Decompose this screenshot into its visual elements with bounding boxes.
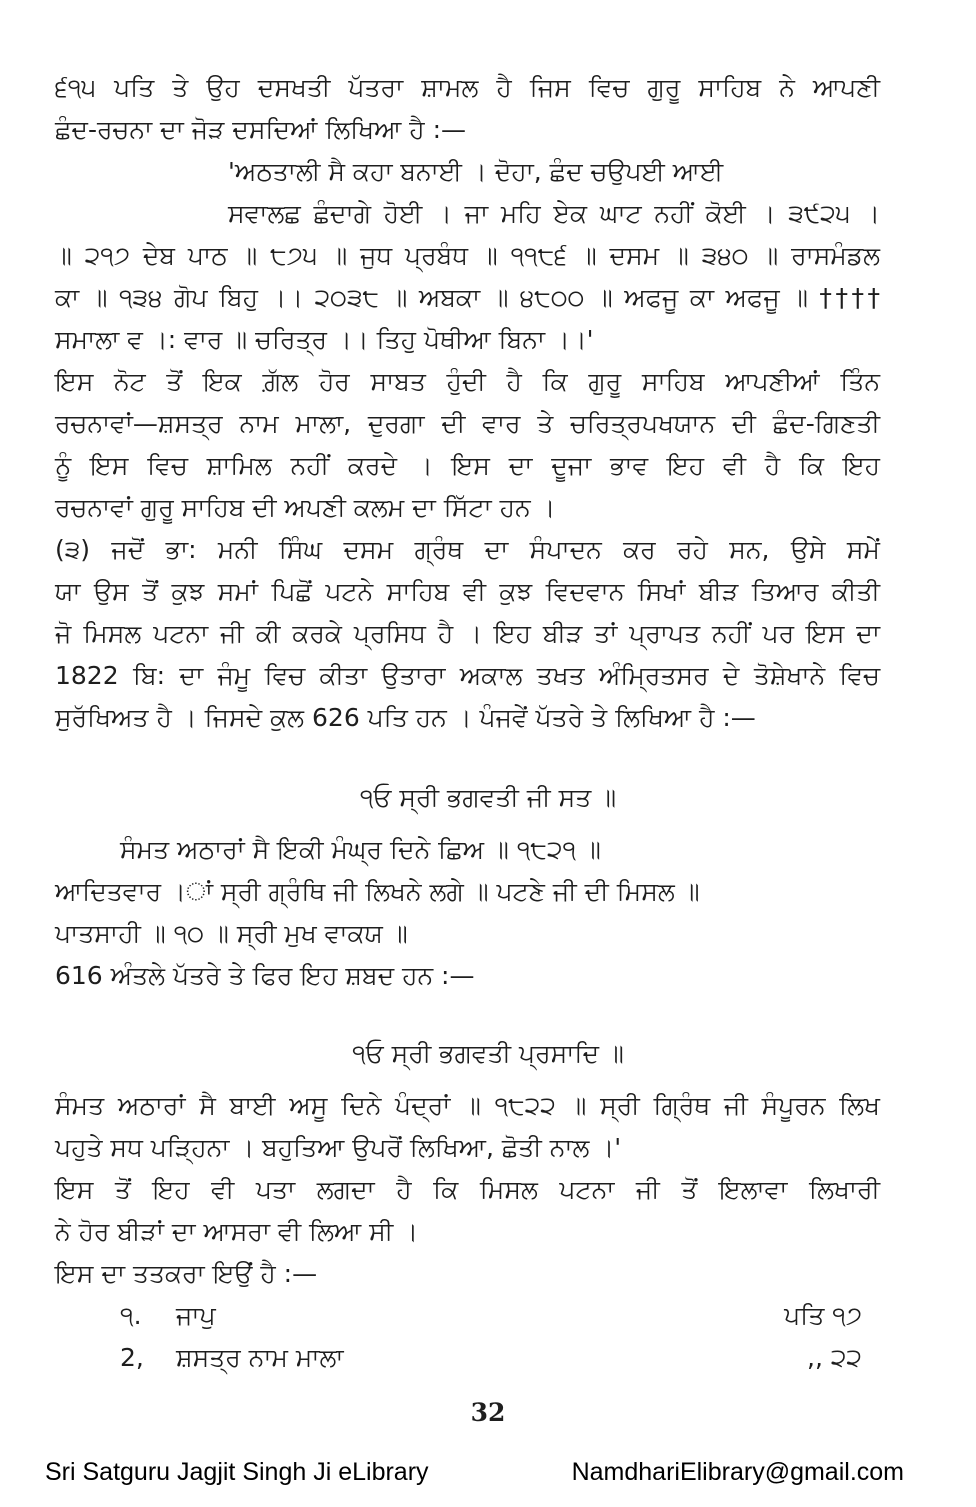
text-line-inv2: ੧ਓ ਸ੍ਰੀ ਭਗਵਤੀ ਪ੍ਰਸਾਦਿ ॥ [352, 1039, 624, 1068]
text-line-v2: ਸਵਾਲਛ ਛੰਦਾਗੇ ਹੋਈ । ਜਾ ਮਹਿ ਏਕ ਘਾਟ ਨਹੀਂ ਕੋਈ । ੩੯੨੫ । [228, 199, 880, 228]
text-line-p3l4: 1822 ਬਿ: ਦਾ ਜੰਮੂ ਵਿਚ ਕੀਤਾ ਉਤਾਰਾ ਅਕਾਲ ਤਖਤ ਅੰਮ੍ਰਿਤਸਰ ਦੇ ਤੋਸ਼ੇਖਾਨੇ ਵਿਚ [55, 661, 880, 690]
page-number: 32 [470, 1398, 506, 1427]
text-line-v3: ॥ ੨੧੭ ਦੇਬ ਪਾਠ ॥ ੮੭੫ ॥ ਜੁਧ ਪ੍ਰਬੰਧ ॥ ੧੧੮੬ ॥ ਦਸਮ ॥ ੩੪੦ ॥ ਰਾਸਮੰਡਲ [55, 241, 880, 270]
text-line-p2l4: ਰਚਨਾਵਾਂ ਗੁਰੂ ਸਾਹਿਬ ਦੀ ਅਪਣੀ ਕਲਮ ਦਾ ਸਿੱਟਾ ਹਨ । [55, 493, 556, 522]
text-line-v5: ਸਮਾਲਾ ਵ ।: ਵਾਰ ॥ ਚਰਿਤ੍ਰ ।। ਤਿਹੁ ਪੋਥੀਆ ਬਿਨਾ ।।' [55, 325, 594, 354]
footer-library-name: Sri Satguru Jagjit Singh Ji eLibrary [45, 1458, 429, 1486]
toc-item-number: 2, [120, 1343, 144, 1372]
text-line-p4l2: ਨੇ ਹੋਰ ਬੀੜਾਂ ਦਾ ਆਸਰਾ ਵੀ ਲਿਆ ਸੀ । [55, 1217, 419, 1246]
toc-item-page: ,, ੨੨ [807, 1343, 862, 1372]
footer-email[interactable]: NamdhariElibrary@gmail.com [571, 1458, 904, 1486]
text-line-p3l1: (੩) ਜਦੋਂ ਭਾ: ਮਨੀ ਸਿੰਘ ਦਸਮ ਗ੍ਰੰਥ ਦਾ ਸੰਪਾਦਨ ਕਰ ਰਹੇ ਸਨ, ਉਸੇ ਸਮੇਂ [55, 535, 880, 564]
text-line-v4: ਕਾ ॥ ੧੩੪ ਗੋਪ ਬਿਹੁ ।। ੨੦੩੮ ॥ ਅਬਕਾ ॥ ੪੮੦੦ ॥ ਅਫਜੂ ਕਾ ਅਫਜੂ ॥ †††† [55, 283, 880, 312]
text-line-p2l3: ਨੂੰ ਇਸ ਵਿਚ ਸ਼ਾਮਿਲ ਨਹੀਂ ਕਰਦੇ । ਇਸ ਦਾ ਦੂਜਾ ਭਾਵ ਇਹ ਵੀ ਹੈ ਕਿ ਇਹ [55, 451, 880, 480]
text-line-p1l2: ਛੰਦ-ਰਚਨਾ ਦਾ ਜੋੜ ਦਸਦਿਆਂ ਲਿਖਿਆ ਹੈ :— [55, 115, 467, 144]
toc-item-number: ੧. [120, 1301, 142, 1330]
text-line-p2l2: ਰਚਨਾਵਾਂ—ਸ਼ਸਤ੍ਰ ਨਾਮ ਮਾਲਾ, ਦੁਰਗਾ ਦੀ ਵਾਰ ਤੇ ਚਰਿਤ੍ਰਪਖਯਾਨ ਦੀ ਛੰਦ-ਗਿਣਤੀ [55, 409, 880, 438]
text-line-p2l1: ਇਸ ਨੋਟ ਤੋਂ ਇਕ ਗ਼ੱਲ ਹੋਰ ਸਾਬਤ ਹੁੰਦੀ ਹੈ ਕਿ ਗੁਰੂ ਸਾਹਿਬ ਆਪਣੀਆਂ ਤਿੰਨ [55, 367, 880, 396]
text-line-p3l3: ਜੋ ਮਿਸਲ ਪਟਨਾ ਜੀ ਕੀ ਕਰਕੇ ਪ੍ਰਸਿਧ ਹੈ । ਇਹ ਬੀੜ ਤਾਂ ਪ੍ਰਾਪਤ ਨਹੀਂ ਪਰ ਇਸ ਦਾ [55, 619, 880, 648]
text-line-q2l1: ਸੰਮਤ ਅਠਾਰਾਂ ਸੈ ਬਾਈ ਅਸੂ ਦਿਨੇ ਪੰਦ੍ਰਾਂ ॥ ੧੮੨੨ ॥ ਸ੍ਰੀ ਗ੍ਰਿੰਥ ਜੀ ਸੰਪੂਰਨ ਲਿਖ [55, 1091, 880, 1120]
toc-item-title: ਜਾਪੁ [176, 1301, 216, 1330]
text-line-inv1: ੧ਓ ਸ੍ਰੀ ਭਗਵਤੀ ਜੀ ਸਤ ॥ [359, 783, 617, 812]
text-line-p5l1: ਇਸ ਦਾ ਤਤਕਰਾ ਇਉਂ ਹੈ :— [55, 1259, 318, 1288]
text-line-q1l4: 616 ਅੰਤਲੇ ਪੱਤਰੇ ਤੇ ਫਿਰ ਇਹ ਸ਼ਬਦ ਹਨ :— [55, 961, 475, 990]
text-line-v1: 'ਅਠਤਾਲੀ ਸੈ ਕਹਾ ਬਨਾਈ । ਦੋਹਾ, ਛੰਦ ਚਉਪਈ ਆਈ [228, 157, 724, 186]
toc-item-page: ਪਤਿ ੧੭ [784, 1301, 862, 1330]
text-line-p1l1: ੬੧੫ ਪਤਿ ਤੇ ਉਹ ਦਸਖਤੀ ਪੱਤਰਾ ਸ਼ਾਮਲ ਹੈ ਜਿਸ ਵਿਚ ਗੁਰੂ ਸਾਹਿਬ ਨੇ ਆਪਣੀ [55, 73, 880, 102]
text-line-p3l5: ਸੁਰੱਖਿਅਤ ਹੈ । ਜਿਸਦੇ ਕੁਲ 626 ਪਤਿ ਹਨ । ਪੰਜਵੇਂ ਪੱਤਰੇ ਤੇ ਲਿਖਿਆ ਹੈ :— [55, 703, 756, 732]
text-line-q2l2: ਪਹੁਤੇ ਸਧ ਪੜ੍ਹਿਨਾ । ਬਹੁਤਿਆ ਉਪਰੋਂ ਲਿਖਿਆ, ਛੋਤੀ ਨਾਲ ।' [55, 1133, 622, 1162]
text-line-p3l2: ਯਾ ਉਸ ਤੋਂ ਕੁਝ ਸਮਾਂ ਪਿਛੋਂ ਪਟਨੇ ਸਾਹਿਬ ਵੀ ਕੁਝ ਵਿਦਵਾਨ ਸਿਖਾਂ ਬੀੜ ਤਿਆਰ ਕੀਤੀ [55, 577, 880, 606]
text-line-q1l2: ਆਦਿਤਵਾਰ ।ਾਂ ਸ੍ਰੀ ਗ੍ਰੰਥਿ ਜੀ ਲਿਖਨੇ ਲਗੇ ॥ ਪਟਣੇ ਜੀ ਦੀ ਮਿਸਲ ॥ [55, 877, 700, 906]
text-line-p4l1: ਇਸ ਤੋਂ ਇਹ ਵੀ ਪਤਾ ਲਗਦਾ ਹੈ ਕਿ ਮਿਸਲ ਪਟਨਾ ਜੀ ਤੋਂ ਇਲਾਵਾ ਲਿਖਾਰੀ [55, 1175, 880, 1204]
text-line-q1l3: ਪਾਤਸਾਹੀ ॥ ੧੦ ॥ ਸ੍ਰੀ ਮੁਖ ਵਾਕਯ ॥ [55, 919, 408, 948]
text-line-q1l1: ਸੰਮਤ ਅਠਾਰਾਂ ਸੈ ਇਕੀ ਮੰਘ੍ਰ ਦਿਨੇ ਛਿਅ ॥ ੧੮੨੧ ॥ [120, 835, 601, 864]
toc-item-title: ਸ਼ਸਤ੍ਰ ਨਾਮ ਮਾਲਾ [176, 1343, 344, 1372]
